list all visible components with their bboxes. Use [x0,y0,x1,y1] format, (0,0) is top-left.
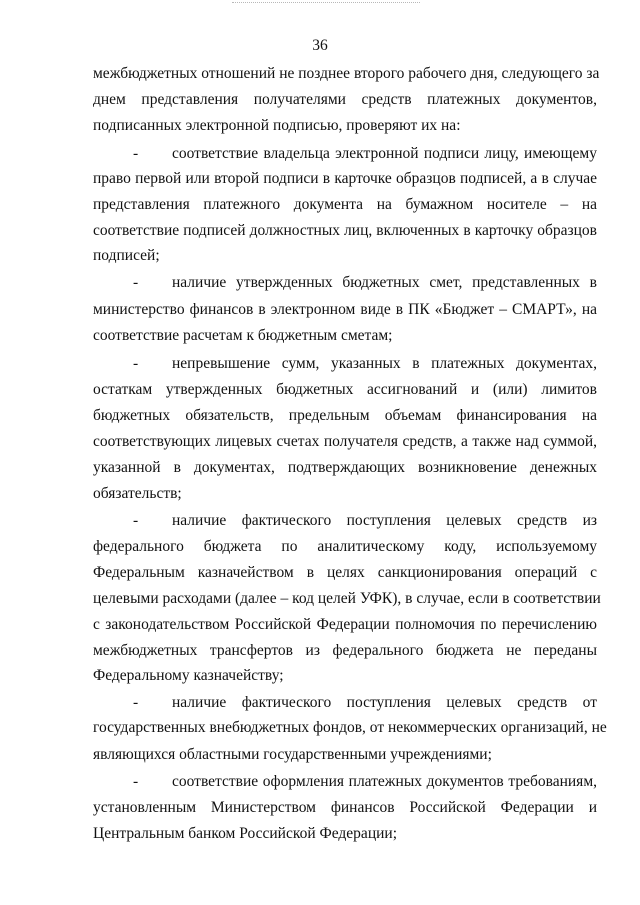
text-line: соответствие оформления платежных документов требованиям, [172,773,597,790]
text-line: федерального бюджета по аналитическому коду, используемому [93,538,597,555]
text-line: непревышение сумм, указанных в платежных документах, [172,355,597,372]
text-line: Федеральным казначейством в целях санкционирования операций с [93,564,597,581]
text-line: межбюджетных трансфертов из федерального бюджета не переданы [93,642,597,659]
text-line: Федеральному казначейству; [93,667,284,684]
text-line: с законодательством Российской Федерации полномочия по перечислению [93,616,597,633]
text-line: соответствие подписей должностных лиц, включенных в карточку образцов [93,222,597,239]
page-number: 36 [312,37,328,54]
text-line: представления платежного документа на бумажном носителе – на [93,196,597,213]
text-line: указанной в документах, подтверждающих возникновение денежных [93,459,597,476]
list-bullet: - [133,145,139,162]
text-line: наличие утвержденных бюджетных смет, представленных в [172,274,597,291]
text-line: соответствие расчетам к бюджетным сметам; [93,327,393,344]
text-line: право первой или второй подписи в карточке образцов подписей, а в случае [93,170,597,187]
list-bullet: - [133,512,139,529]
top-scan-rule [232,2,420,3]
text-line: межбюджетных отношений не позднее второго рабочего дня, следующего за [93,65,600,82]
text-line: подписанных электронной подписью, проверяют их на: [93,117,461,134]
text-line: бюджетных обязательств, предельным объемам финансирования на [93,407,597,424]
text-line: являющихся областными государственными учреждениями; [93,746,492,763]
text-line: соответствие владельца электронной подписи лицу, имеющему [172,145,597,162]
text-line: подписей; [93,247,160,264]
text-line: наличие фактического поступления целевых средств из [172,512,597,529]
text-line: остаткам утвержденных бюджетных ассигнований и (или) лимитов [93,381,597,398]
list-bullet: - [133,773,139,790]
text-line: государственных внебюджетных фондов, от некоммерческих организаций, не [93,719,607,736]
list-bullet: - [133,694,139,711]
text-line: министерство финансов в электронном виде в ПК «Бюджет – СМАРТ», на [93,301,597,318]
text-line: обязательств; [93,485,182,502]
text-line: соответствующих лицевых счетах получателя средств, а также над суммой, [93,433,597,450]
list-bullet: - [133,274,139,291]
text-line: Центральным банком Российской Федерации; [93,825,398,842]
text-line: установленным Министерством финансов Российской Федерации и [93,799,597,816]
text-line: днем представления получателями средств платежных документов, [93,91,597,108]
text-line: целевыми расходами (далее – код целей УФК), в случае, если в соответствии [93,590,601,607]
text-line: наличие фактического поступления целевых средств от [172,694,597,711]
list-bullet: - [133,355,139,372]
